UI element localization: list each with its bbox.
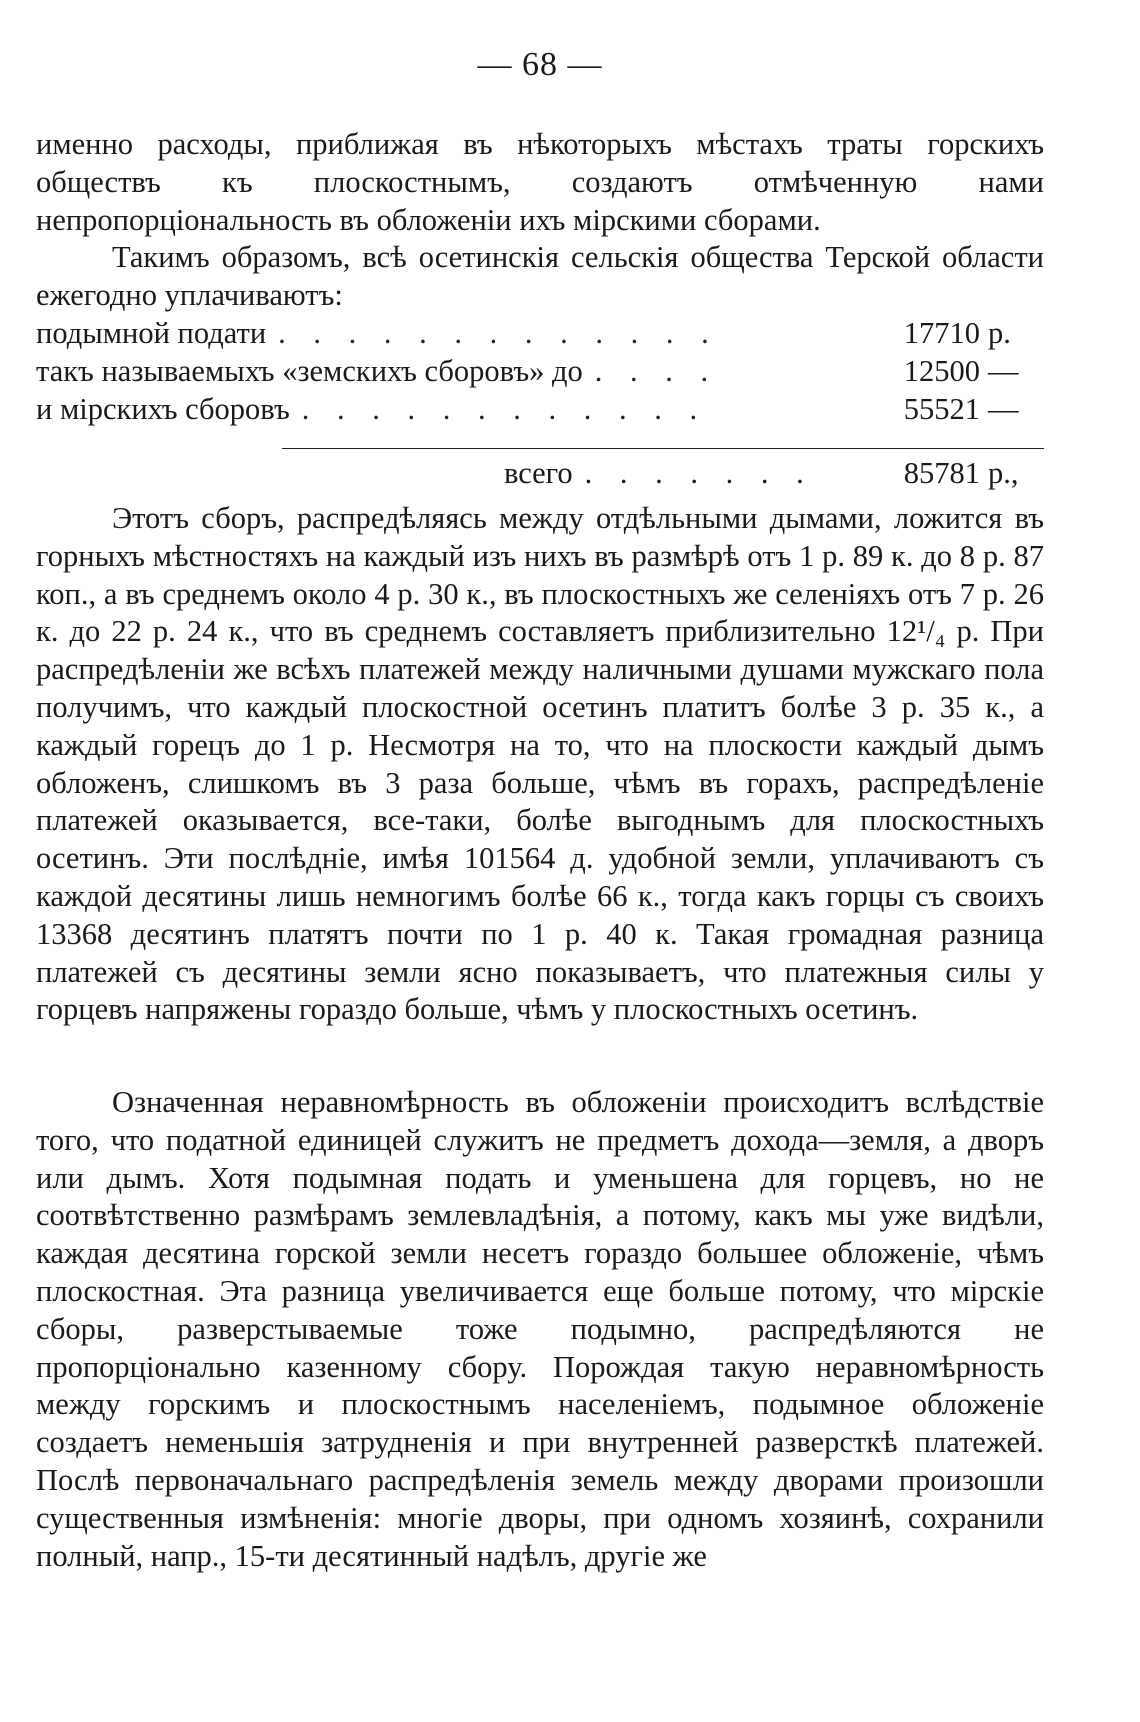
leader-dots: . . . . [594,353,719,388]
payment-label: такъ называемыхъ «земскихъ сборовъ» до [36,353,583,388]
leader-dots: . . . . . . . . . . . . . [278,316,719,350]
payment-amount: 55521 [903,391,980,426]
paragraph-1: именно расходы, приближая въ нѣкоторыхъ мѣстахъ траты горскихъ обществъ къ плоскостнымъ, создаютъ отмѣченную нами непропорціональность въ обложеніи ихъ мірскими сборами. [36,127,1044,237]
payment-label: и мірскихъ сборовъ [36,391,290,426]
payment-row [36,315,1044,353]
paragraph-2: Такимъ образомъ, всѣ осетинскія сельскія общества Терской области ежегодно уплачиваютъ: [36,240,1044,312]
payment-row [36,353,1044,391]
leader-dots: . . . . . . . . . . . . [301,391,708,426]
payment-amount: 12500 [903,353,980,388]
payments-table [36,315,1044,428]
page-number: — 68 — [477,46,603,83]
document-page [36,0,1044,1722]
payment-amount: 17710 [903,316,980,350]
payment-label: подымной подати [36,316,267,350]
leader-dots: . . . . . . . [584,456,814,490]
sum-rule [282,448,1044,449]
payment-unit: — [988,353,1019,388]
total-label: всего [504,456,573,490]
total-amount: 85781 [903,456,980,490]
paragraph-4: Означенная неравномѣрность въ обложеніи происходитъ вслѣдствіе того, что податной единицей служитъ не предметъ дохода—земля, а дворъ или дымъ. Хотя подымная подать и уменьшена для горцевъ, но не соотвѣтственно размѣрамъ землевладѣнія, а потому, какъ мы уже видѣли, каждая десятина горской земли несетъ гораздо большее обложеніе, чѣмъ плоскостная. Эта разница увеличивается еще больше потому, что мірскіе сборы, разверстываемые тоже подымно, распредѣляются не пропорціонально казенному сбору. Порождая такую неравномѣрность между горскимъ и плоскостнымъ населеніемъ, подымное обложеніе создаетъ неменьшія затрудненія и при внутренней разверсткѣ платежей. Послѣ первоначальнаго распредѣленія земель между дворами произошли существенныя измѣненія: многіе дворы, при одномъ хозяинѣ, сохранили полный, напр., 15-ти десятинный надѣлъ, другіе же [36,1085,1044,1573]
total-row [36,456,1044,494]
payment-unit: р. [988,316,1011,350]
total-unit: р., [988,456,1019,490]
payment-row [36,391,1044,429]
payment-unit: — [988,391,1019,426]
paragraph-3: Этотъ сборъ, распредѣляясь между отдѣльными дымами, ложится въ горныхъ мѣстностяхъ на каждый изъ нихъ въ размѣрѣ отъ 1 р. 89 к. до 8 р. 87 коп., а въ среднемъ около 4 р. 30 к., въ плоскостныхъ же селеніяхъ отъ 7 р. 26 к. до 22 р. 24 к., что въ среднемъ составляетъ приблизительно 12¹/₄ р. При распредѣленіи же всѣхъ платежей между наличными душами мужскаго пола получимъ, что каждый плоскостной осетинъ платитъ болѣе 3 р. 35 к., а каждый горецъ до 1 р. Несмотря на то, что на плоскости каждый дымъ обложенъ, слишкомъ въ 3 раза больше, чѣмъ въ горахъ, распредѣленіе платежей оказывается, все-таки, болѣе выгоднымъ для плоскостныхъ осетинъ. Эти послѣдніе, имѣя 101564 д. удобной земли, уплачиваютъ съ каждой десятины лишь немногимъ болѣе 66 к., тогда какъ горцы съ своихъ 13368 десятинъ платятъ почти по 1 р. 40 к. Такая громадная разница платежей съ десятины земли ясно показываетъ, что платежныя силы у горцевъ напряжены гораздо больше, чѣмъ у плоскостныхъ осетинъ. [36,501,1044,1027]
